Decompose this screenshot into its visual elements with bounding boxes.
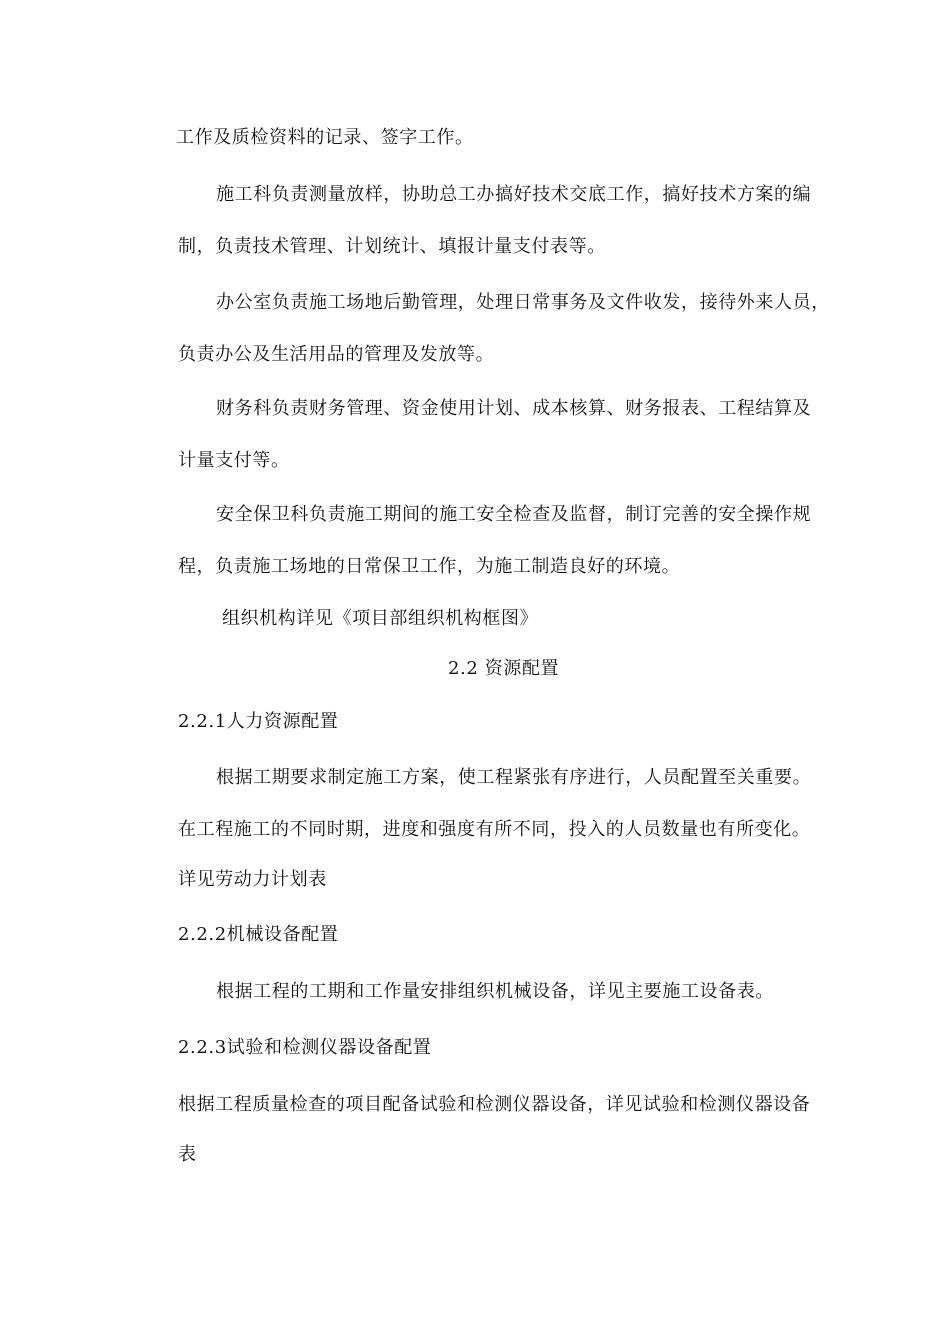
paragraph-line: 根据工期要求制定施工方案，使工程紧张有序进行，人员配置至关重要。 (216, 767, 812, 788)
paragraph-line: 办公室负责施工场地后勤管理，处理日常事务及文件收发，接待外来人员， (216, 292, 830, 313)
section-heading: 2.2 资源配置 (448, 658, 560, 679)
paragraph-line: 根据工程质量检查的项目配备试验和检测仪器设备，详见试验和检测仪器设备 (178, 1094, 811, 1115)
paragraph-line: 制，负责技术管理、计划统计、填报计量支付表等。 (178, 236, 606, 257)
paragraph-line: 组织机构详见《项目部组织机构框图》 (222, 608, 539, 629)
paragraph-line: 财务科负责财务管理、资金使用计划、成本核算、财务报表、工程结算及 (216, 398, 812, 419)
paragraph-line: 根据工程的工期和工作量安排组织机械设备，详见主要施工设备表。 (216, 981, 774, 1002)
paragraph-line: 施工科负责测量放样，协助总工办搞好技术交底工作，搞好技术方案的编 (216, 184, 812, 205)
subsection-heading: 2.2.1人力资源配置 (178, 711, 339, 732)
paragraph-line: 负责办公及生活用品的管理及发放等。 (178, 344, 495, 365)
paragraph-line: 程，负责施工场地的日常保卫工作，为施工制造良好的环境。 (178, 556, 681, 577)
subsection-heading: 2.2.2机械设备配置 (178, 924, 339, 945)
paragraph-line: 计量支付等。 (178, 450, 290, 471)
paragraph-line: 工作及质检资料的记录、签字工作。 (176, 127, 474, 148)
paragraph-line: 安全保卫科负责施工期间的施工安全检查及监督，制订完善的安全操作规 (216, 504, 812, 525)
paragraph-line: 详见劳动力计划表 (178, 869, 327, 890)
paragraph-line: 表 (178, 1144, 197, 1165)
paragraph-line: 在工程施工的不同时期，进度和强度有所不同，投入的人员数量也有所变化。 (178, 819, 811, 840)
subsection-heading: 2.2.3试验和检测仪器设备配置 (178, 1037, 432, 1058)
